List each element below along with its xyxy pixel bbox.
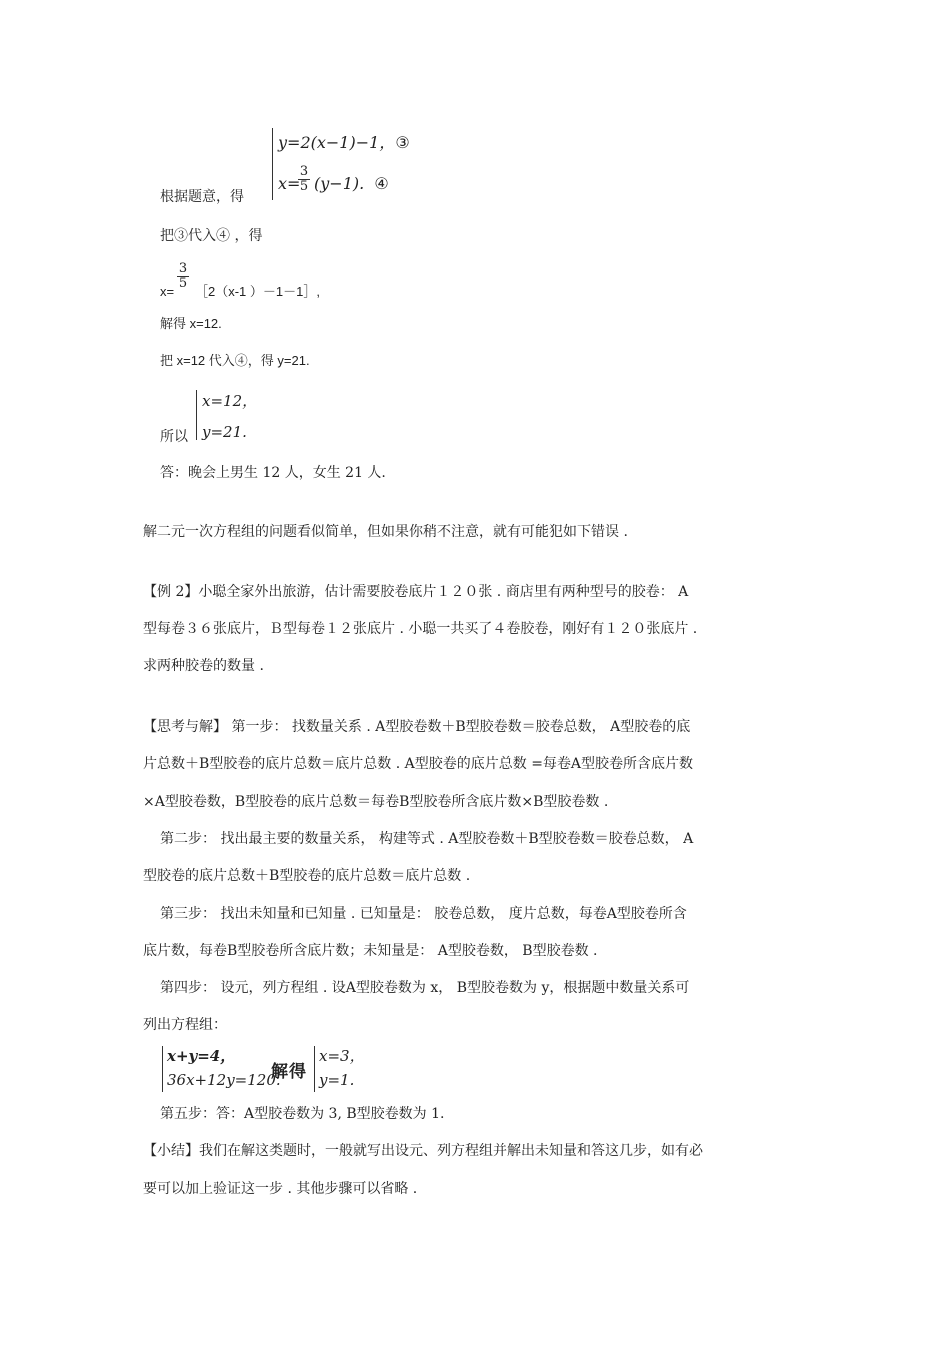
solution-lead-text: 所以: [160, 429, 188, 445]
think-line-8: 第四步： 设元，列方程组 . 设A型胶卷数为 x， B型胶卷数为 y，根据题中数量关系可: [160, 980, 690, 996]
solve-y-text: 把 x=12 代入④，得 y=21.: [160, 353, 310, 368]
example-2-line-2: 型每卷３６张底片，Ｂ型每卷１２张底片 . 小聪一共买了４卷胶卷，刚好有１２０张底片 .: [143, 621, 698, 637]
system-2-eq1: x+y=4，: [167, 1047, 236, 1065]
example-2-line-3: 求两种胶卷的数量 .: [143, 658, 264, 674]
think-line-1: 【思考与解】 第一步： 找数量关系 . A型胶卷数＋B型胶卷数＝胶卷总数， A型胶卷的底: [143, 719, 691, 735]
think-line-9: 列出方程组：: [143, 1017, 227, 1033]
equation-4-fraction: $\frac{3}{5}$: [299, 164, 309, 194]
system-2-sol-x: x=3，: [319, 1047, 365, 1065]
think-line-5: 型胶卷的底片总数＋B型胶卷的底片总数＝底片总数 .: [143, 868, 471, 884]
solution-brace: [196, 390, 197, 440]
think-line-3: ×A型胶卷数，B型胶卷的底片总数＝每卷B型胶卷所含底片数×B型胶卷数 .: [143, 794, 609, 810]
system-2-brace: [162, 1046, 163, 1092]
step-5: 第五步：答：A型胶卷数为 3, B型胶卷数为 1.: [160, 1106, 445, 1122]
substitute-text: 把③代入④ ，得: [160, 228, 263, 244]
equation-4-post: (y−1). ④: [314, 174, 389, 193]
system-lead-text: 根据题意，得: [160, 189, 244, 205]
example-2-line-1: 【例 2】小聪全家外出旅游，估计需要胶卷底片１２０张 . 商店里有两种型号的胶卷： A: [143, 584, 689, 600]
equation-3: y=2(x−1)−1，③: [278, 133, 410, 152]
system-2-solution-brace: [314, 1046, 315, 1092]
think-line-2: 片总数＋B型胶卷的底片总数＝底片总数 . A型胶卷的底片总数 =每卷A型胶卷所含底片数: [143, 756, 694, 772]
x-expression-fraction: $\frac{3}{5}$: [178, 261, 188, 291]
x-expression-pre: x=: [160, 284, 175, 299]
think-line-7: 底片数，每卷B型胶卷所含底片数；未知量是： A型胶卷数， B型胶卷数 .: [143, 943, 598, 959]
system-brace: [272, 128, 273, 200]
summary-line-2: 要可以加上验证这一步 . 其他步骤可以省略 .: [143, 1181, 418, 1197]
answer-1: 答：晚会上男生 12 人，女生 21 人.: [160, 465, 386, 481]
think-line-4: 第二步： 找出最主要的数量关系， 构建等式 . A型胶卷数＋B型胶卷数＝胶卷总数， A: [160, 831, 694, 847]
summary-line-1: 【小结】我们在解这类题时，一般就写出设元、列方程组并解出未知量和答这几步，如有必: [143, 1143, 703, 1159]
solve-x-text: 解得 x=12.: [160, 316, 222, 331]
solution-x: x=12，: [202, 392, 258, 410]
solve-label: 解得: [271, 1062, 307, 1082]
system-2-sol-y: y=1.: [319, 1071, 355, 1089]
equation-4-pre: x=: [278, 174, 301, 193]
x-expression-post: ［2（x-1 ）－1－1］,: [195, 284, 320, 299]
note-paragraph: 解二元一次方程组的问题看似简单，但如果你稍不注意，就有可能犯如下错误 .: [143, 524, 628, 540]
solution-y: y=21.: [202, 423, 247, 441]
system-2-eq2: 36x+12y=120.: [167, 1071, 281, 1089]
think-line-6: 第三步： 找出未知量和已知量 . 已知量是： 胶卷总数， 度片总数，每卷A型胶卷所含: [160, 906, 687, 922]
